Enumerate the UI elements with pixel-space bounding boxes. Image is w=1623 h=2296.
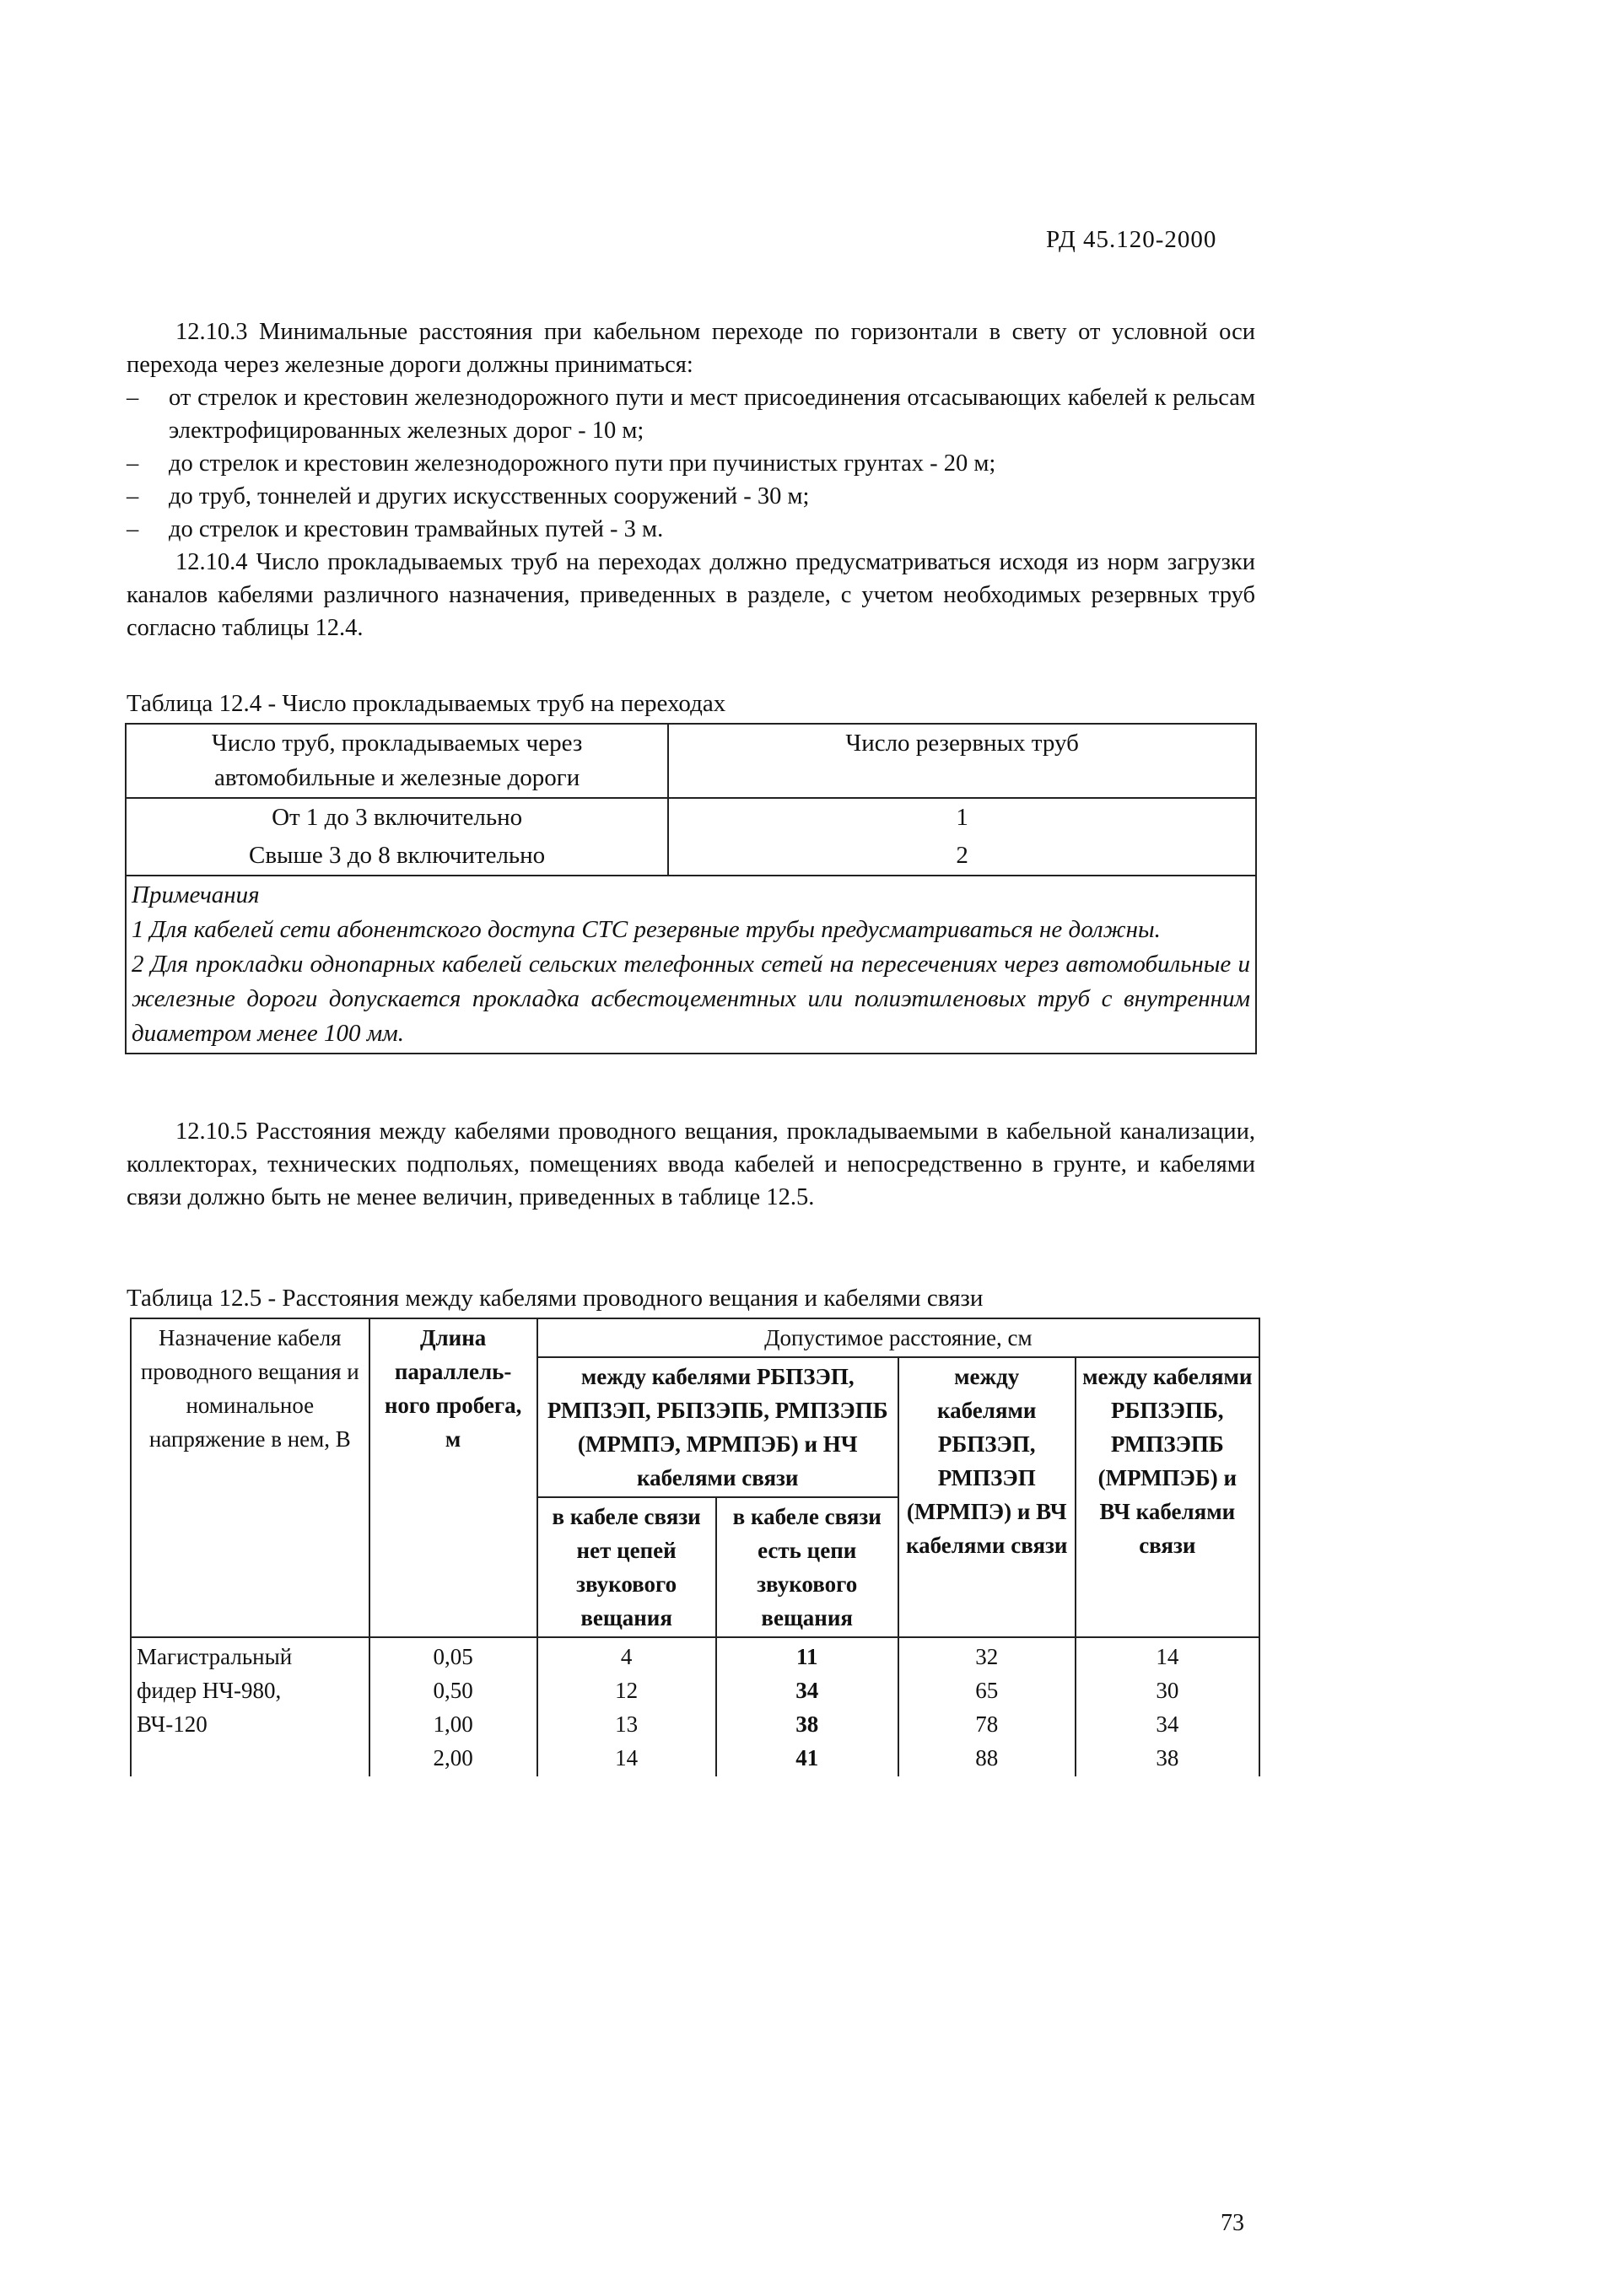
table-cell-hf-2 xyxy=(1076,1637,1259,1776)
header-between-lf: между кабелями РБПЗЭП, РМПЗЭП, РБПЗЭПБ, РМПЗЭПБ (МРМПЭ, МРМПЭБ) и НЧ кабелями связи xyxy=(537,1357,898,1497)
cell-value: 34 xyxy=(1156,1711,1179,1737)
cell-value: 65 xyxy=(975,1678,999,1703)
cell-value: 12 xyxy=(615,1678,639,1703)
table-cell-no-sound xyxy=(537,1637,716,1776)
page-number: 73 xyxy=(1221,2210,1244,2236)
header-with-sound: в кабеле связи есть цепи звукового вещания xyxy=(716,1497,898,1637)
paragraph-12-10-3-intro: 12.10.3 Минимальные расстояния при кабельном переходе по горизонтали в свету от условной оси перехода через железные дороги должны приниматься: xyxy=(127,319,1255,378)
cell-value: 38 xyxy=(795,1711,819,1737)
cell-value: 11 xyxy=(795,1644,818,1669)
table-cell: Свыше 3 до 8 включительно xyxy=(126,837,668,876)
cell-value: 34 xyxy=(795,1678,819,1703)
table-notes xyxy=(126,876,1256,1054)
cell-value: 1,00 xyxy=(433,1711,473,1737)
header-no-sound: в кабеле связи нет цепей звукового вещания xyxy=(537,1497,716,1637)
table-cell: От 1 до 3 включительно xyxy=(126,798,668,837)
table-header-cell: Число труб, прокладываемых через автомобильные и железные дороги xyxy=(126,724,668,798)
purpose-line: Магистральный xyxy=(137,1644,293,1669)
note-1: 1 Для кабелей сети абонентского доступа СТС резервные трубы предусматриваться не должны. xyxy=(132,916,1161,943)
paragraph-12-10-4: 12.10.4 Число прокладываемых труб на переходах должно предусматриваться исходя из норм загрузки каналов кабелями различного назначения, приведенных в разделе, с учетом необходимых резервных труб согласно таблицы 12.4. xyxy=(127,549,1255,641)
table-row xyxy=(126,837,1256,876)
table-cell: 2 xyxy=(668,837,1256,876)
section-12-10-3 xyxy=(127,315,1255,644)
table-row xyxy=(131,1637,1259,1776)
dash-marker: – xyxy=(127,385,139,411)
header-allowed-distance: Допустимое расстояние, см xyxy=(537,1318,1259,1357)
list-item-text: до труб, тоннелей и других искусственных сооружений - 30 м; xyxy=(169,483,810,509)
table-row xyxy=(126,798,1256,837)
list-item xyxy=(127,513,1255,546)
header-length: Длина параллель-ного пробега, м xyxy=(369,1318,537,1637)
table-12-5 xyxy=(130,1318,1260,1776)
list-item-text: до стрелок и крестовин трамвайных путей - 3 м. xyxy=(169,516,664,542)
table-header-cell: Число резервных труб xyxy=(668,724,1256,798)
notes-title: Примечания xyxy=(132,881,260,908)
table-12-4-caption: Таблица 12.4 - Число прокладываемых труб на переходах xyxy=(127,690,726,717)
purpose-line: фидер НЧ-980, xyxy=(137,1678,282,1703)
table-cell: 1 xyxy=(668,798,1256,837)
list-item xyxy=(127,480,1255,513)
cell-value: 0,05 xyxy=(433,1644,473,1669)
cell-value: 2,00 xyxy=(433,1745,473,1771)
section-12-10-5 xyxy=(127,1115,1255,1214)
cell-value: 41 xyxy=(795,1745,819,1771)
paragraph-12-10-5: 12.10.5 Расстояния между кабелями проводного вещания, прокладываемыми в кабельной канализации, коллекторах, технических подпольях, помещениях ввода кабелей и непосредственно в грунте, и кабелями связи должно быть не менее величин, приведенных в таблице 12.5. xyxy=(127,1118,1255,1210)
table-cell-with-sound xyxy=(716,1637,898,1776)
document-code: РД 45.120-2000 xyxy=(1046,226,1217,253)
cell-value: 78 xyxy=(975,1711,999,1737)
table-header-row xyxy=(126,724,1256,798)
cell-value: 30 xyxy=(1156,1678,1179,1703)
table-12-4 xyxy=(125,723,1257,1054)
cell-value: 14 xyxy=(1156,1644,1179,1669)
cell-value: 14 xyxy=(615,1745,639,1771)
list-item xyxy=(127,447,1255,480)
table-header-row xyxy=(131,1318,1259,1357)
cell-value: 13 xyxy=(615,1711,639,1737)
header-between-hf-2: между кабелями РБПЗЭПБ, РМПЗЭПБ (МРМПЭБ) и ВЧ кабелями связи xyxy=(1076,1357,1259,1637)
purpose-line: ВЧ-120 xyxy=(137,1711,208,1737)
table-cell-hf-1 xyxy=(898,1637,1076,1776)
dash-marker: – xyxy=(127,450,139,477)
list-item xyxy=(127,381,1255,447)
table-cell-purpose xyxy=(131,1637,369,1776)
cell-value: 38 xyxy=(1156,1745,1179,1771)
header-between-hf-1: между кабелями РБПЗЭП, РМПЗЭП (МРМПЭ) и ВЧ кабелями связи xyxy=(898,1357,1076,1637)
header-purpose: Назначение кабеля проводного вещания и номинальное напряжение в нем, В xyxy=(131,1318,369,1637)
cell-value: 88 xyxy=(975,1745,999,1771)
dash-marker: – xyxy=(127,483,139,509)
cell-value: 4 xyxy=(620,1644,633,1669)
table-notes-row xyxy=(126,876,1256,1054)
list-item-text: до стрелок и крестовин железнодорожного пути при пучинистых грунтах - 20 м; xyxy=(169,450,996,477)
table-12-5-caption: Таблица 12.5 - Расстояния между кабелями проводного вещания и кабелями связи xyxy=(127,1285,984,1312)
cell-value: 0,50 xyxy=(433,1678,473,1703)
note-2: 2 Для прокладки однопарных кабелей сельских телефонных сетей на пересечениях через автомобильные и железные дороги допускается прокладка асбестоцементных или полиэтиленовых труб с внутренним диаметром менее 100 мм. xyxy=(132,951,1250,1047)
dash-marker: – xyxy=(127,516,139,542)
table-cell-lengths xyxy=(369,1637,537,1776)
cell-value: 32 xyxy=(975,1644,999,1669)
list-item-text: от стрелок и крестовин железнодорожного пути и мест присоединения отсасывающих кабелей к рельсам электрофицированных железных дорог - 10 м; xyxy=(169,385,1255,444)
